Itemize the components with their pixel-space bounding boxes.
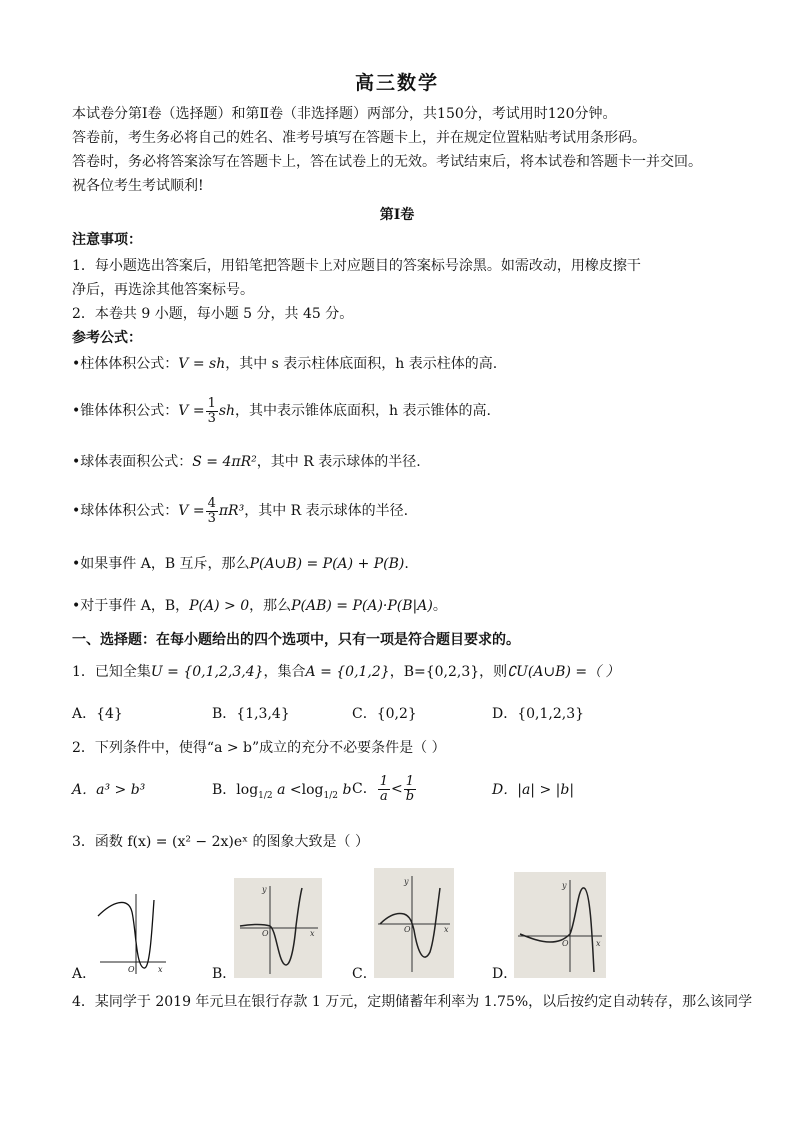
x-axis-label: x (158, 965, 163, 974)
page-title: 高三数学 (354, 72, 439, 94)
q3-graph-b (234, 878, 322, 978)
fraction (378, 775, 390, 804)
log-argument: a < (272, 782, 302, 798)
q1-universal-set: U = {0,1,2,3,4} (150, 664, 264, 680)
formula-label: •如果事件 A，B 互斥，那么 (72, 556, 250, 572)
q1-stem-part: 1．已知全集 (72, 664, 151, 680)
formula-conditional-probability (72, 596, 447, 616)
fraction (404, 775, 416, 804)
q1-option-c: C．{0,2} (352, 706, 417, 722)
formula-math: P(A∪B) = P(A) + P(B) (249, 556, 405, 572)
option-label: C． (352, 781, 377, 797)
q3-graph-a (92, 888, 170, 978)
q1-expression: ∁U(A∪B) =（ ） (507, 664, 620, 680)
origin-label: O (262, 929, 269, 938)
log-symbol: log (236, 782, 259, 798)
origin-label: O (562, 939, 569, 948)
formula-sphere-volume (72, 496, 408, 526)
note-line-1: 1．每小题选出答案后，用铅笔把答题卡上对应题目的答案标号涂黑。如需改动，用橡皮擦干 (72, 258, 641, 274)
formula-label: •对于事件 A，B， (72, 598, 190, 614)
section-title: 第Ⅰ卷 (379, 207, 415, 223)
formula-label: •球体体积公式： (72, 503, 179, 519)
formula-math: S = 4πR² (192, 454, 257, 470)
origin-label: O (128, 965, 135, 974)
less-than: < (391, 781, 403, 797)
fraction-denominator: a (379, 788, 388, 804)
formula-text: ，其中 R 表示球体的半径. (256, 454, 421, 470)
note-line-3: 2．本卷共 9 小题，每小题 5 分，共 45 分。 (72, 306, 354, 322)
y-axis-label: y (262, 885, 267, 894)
fraction-denominator: 3 (207, 410, 216, 426)
fraction-denominator: 3 (207, 510, 216, 526)
formula-exclusive-events (72, 554, 409, 574)
q1-set-a: A = {0,1,2} (305, 664, 390, 680)
formula-label: •锥体体积公式： (72, 403, 179, 419)
q1-stem-part: ，B={0,2,3}，则 (389, 664, 508, 680)
fraction-numerator: 1 (207, 395, 216, 411)
question-1-stem (72, 662, 620, 682)
formula-lhs: V = (178, 403, 205, 419)
log-base: 1/2 (323, 791, 338, 801)
q3-option-c-label: C． (352, 966, 377, 982)
fraction-numerator: 4 (207, 495, 216, 511)
q2-option-c (352, 772, 417, 806)
fraction (206, 397, 218, 426)
fraction-denominator: b (405, 788, 415, 804)
formula-text: ，其中 R 表示球体的半径. (244, 503, 409, 519)
q1-option-a: A．{4} (72, 706, 123, 722)
intro-line-2: 答卷前，考生务必将自己的姓名、准考号填写在答题卡上，并在规定位置粘贴考试用条形码。 (72, 130, 646, 146)
formulas-heading: 参考公式： (72, 330, 142, 346)
question-4-stem: 4．某同学于 2019 年元旦在银行存款 1 万元，定期储蓄年利率为 1.75%，以后按约定自动转存，那么该同学 (72, 994, 753, 1010)
intro-line-4: 祝各位考生考试顺利! (72, 178, 204, 194)
q1-stem-part: ，集合 (263, 664, 306, 680)
formula-end: 。 (432, 598, 447, 614)
question-2-stem: 2．下列条件中，使得“a > b”成立的充分不必要条件是（ ） (72, 740, 446, 756)
question-3-stem: 3．函数 f(x) = (x² − 2x)eˣ 的图象大致是（ ） (72, 834, 369, 850)
intro-line-3: 答卷时，务必将答案涂写在答题卡上，答在试卷上的无效。考试结束后，将本试卷和答题卡一并交回。 (72, 154, 702, 170)
x-axis-label: x (310, 929, 315, 938)
formula-text: ，其中 s 表示柱体底面积，h 表示柱体的高. (225, 356, 498, 372)
formula-prism (72, 354, 497, 374)
formula-lhs: V = (178, 503, 205, 519)
formula-mid: ，那么 (249, 598, 292, 614)
log-argument: b (338, 782, 352, 798)
fraction-numerator: 1 (404, 775, 416, 790)
formula-rhs: πR³ (218, 503, 245, 519)
q2-option-a: A．a³ > b³ (72, 782, 146, 798)
option-label: B． (212, 782, 237, 798)
q1-option-d: D．{0,1,2,3} (492, 706, 585, 722)
q3-graph-c (374, 868, 454, 978)
q2-option-d: D．|a| > |b| (492, 782, 575, 798)
fraction (206, 497, 218, 526)
log-base: 1/2 (258, 791, 273, 801)
formula-math: P(AB) = P(A)·P(B|A) (291, 598, 433, 614)
fraction-numerator: 1 (379, 773, 388, 789)
formula-math: V = sh (178, 356, 226, 372)
q2-option-b (212, 780, 351, 806)
part1-heading: 一、选择题：在每小题给出的四个选项中，只有一项是符合题目要求的。 (72, 632, 520, 648)
formula-condition: P(A) > 0 (189, 598, 250, 614)
q3-option-d-label: D． (492, 966, 518, 982)
x-axis-label: x (596, 939, 601, 948)
formula-label: •球体表面积公式： (72, 454, 193, 470)
note-line-2: 净后，再选涂其他答案标号。 (72, 282, 254, 298)
notes-heading: 注意事项： (72, 232, 142, 248)
q1-option-b: B．{1,3,4} (212, 706, 290, 722)
q3-option-a-label: A． (72, 966, 97, 982)
formula-end: . (404, 556, 409, 572)
log-symbol: log (301, 782, 324, 798)
formula-sphere-area (72, 452, 421, 472)
formula-label: •柱体体积公式： (72, 356, 179, 372)
y-axis-label: y (562, 881, 567, 890)
y-axis-label: y (404, 877, 409, 886)
origin-label: O (404, 925, 411, 934)
formula-text: ，其中表示锥体底面积，h 表示锥体的高. (235, 403, 491, 419)
formula-cone (72, 396, 491, 426)
intro-line-1: 本试卷分第Ⅰ卷（选择题）和第Ⅱ卷（非选择题）两部分，共150分，考试用时120分钟。 (72, 106, 617, 122)
q3-graph-d (514, 872, 606, 978)
formula-rhs: sh (218, 403, 236, 419)
q3-option-b-label: B． (212, 966, 237, 982)
x-axis-label: x (444, 925, 449, 934)
